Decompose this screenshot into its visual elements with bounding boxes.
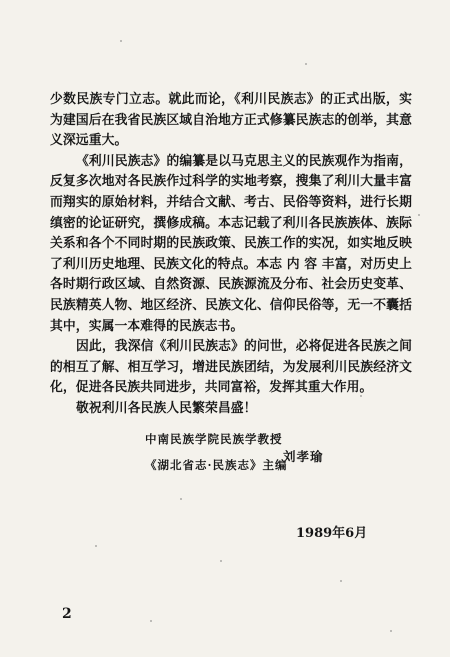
scan-speck	[305, 63, 307, 65]
page-number: 2	[62, 606, 72, 622]
paragraph-1: 少数民族专门立志。就此而论，《利川民族志》的正式出版，实为建国后在我省民族区域自治地方正式修纂民族志的创举，其意义深远重大。	[50, 92, 412, 149]
scan-speck	[220, 560, 222, 562]
signature-title: 中南民族学院民族学教授	[145, 432, 283, 446]
paragraph-4: 敬祝利川各民族人民繁荣昌盛！	[76, 400, 257, 416]
signature-date: 1989年6月	[296, 526, 368, 541]
signature-name: 刘孝瑜	[283, 449, 324, 464]
signature-role: 《湖北省志·民族志》主编	[145, 458, 288, 472]
scan-speck	[120, 40, 122, 42]
preface-body	[50, 90, 412, 420]
scan-speck	[150, 620, 152, 622]
scan-speck	[340, 580, 342, 582]
paragraph-2: 《利川民族志》的编纂是以马克思主义的民族观作为指南，反复多次地对各民族作过科学的实地考察，搜集了利川大量丰富而翔实的原始材料，并结合文献、考古、民俗等资料，进行长期缜密的论证研究，撰修成稿。本志记载了利川各民族族体、族际关系和各个不同时期的民族政策、民族工作的实况，如实地反映了利川历史地理、民族文化的特点。本志 内 容 丰富，对历史上各时期行政区域、自然资源、民族源流及分布、社会历史变革、民族精英人物、地区经济、民族文化、信仰民俗等，无一不囊括其中，实属一本难得的民族志书。	[50, 153, 412, 334]
scan-speck	[390, 630, 392, 632]
scan-speck	[180, 498, 182, 500]
scan-speck	[418, 214, 420, 216]
scan-speck	[95, 545, 97, 547]
paragraph-3: 因此，我深信《利川民族志》的问世，必将促进各民族之间的相互了解、相互学习，增进民族团结，为发展利川民族经济文化，促进各民族共同进步，共同富裕，发挥其重大作用。	[50, 339, 412, 396]
